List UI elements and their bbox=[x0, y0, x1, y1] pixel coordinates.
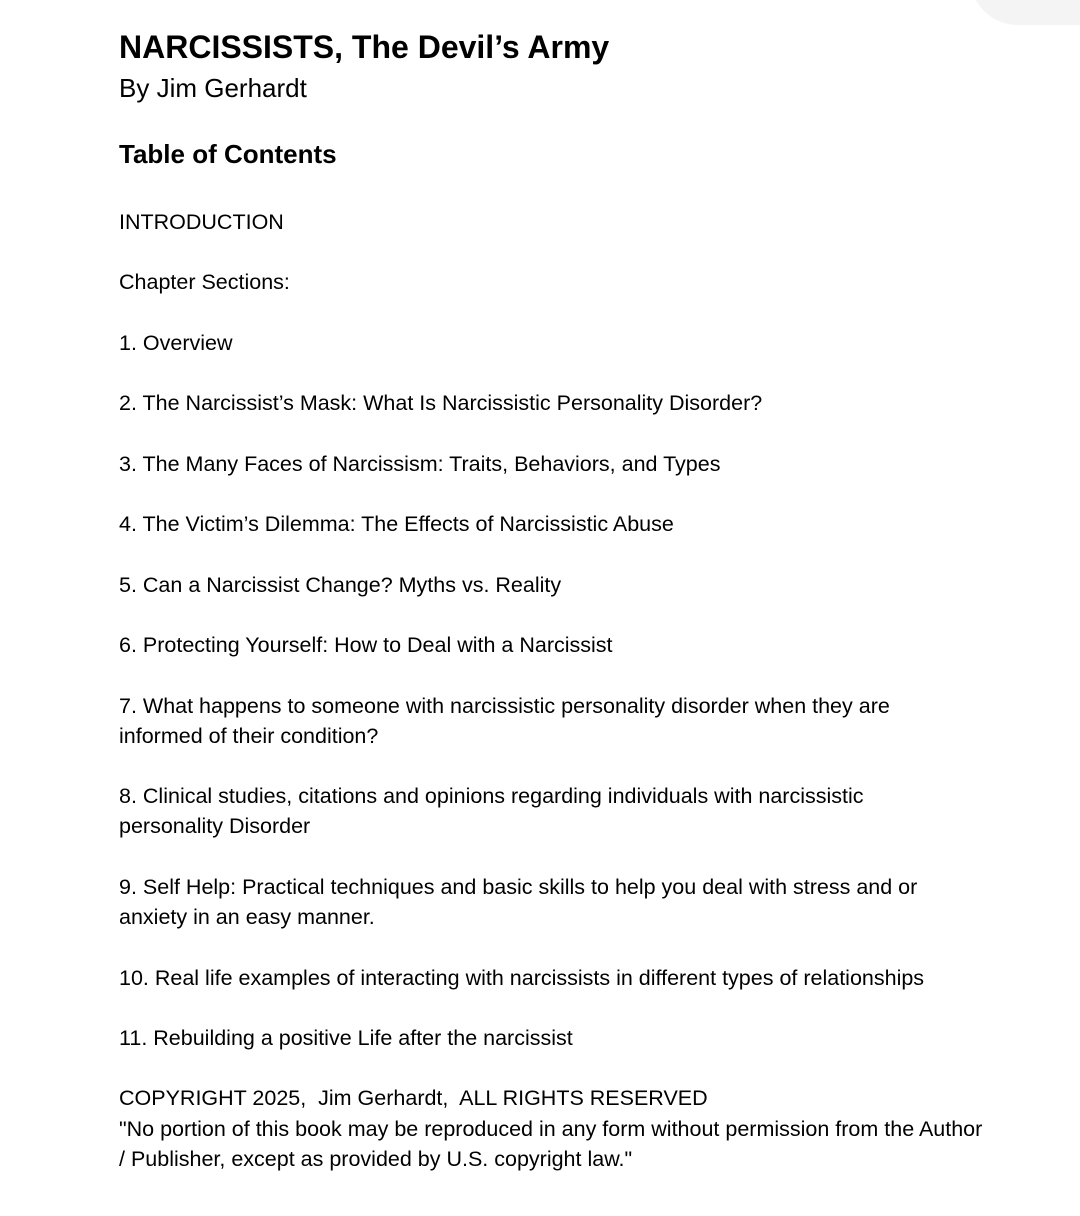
toc-chapter-7: 7. What happens to someone with narcissistic personality disorder when they are informed of their condition? bbox=[119, 694, 890, 748]
document-title: NARCISSISTS, The Devil’s Army bbox=[119, 29, 610, 65]
toc-chapter-3: 3. The Many Faces of Narcissism: Traits, Behaviors, and Types bbox=[119, 452, 721, 476]
document-author: By Jim Gerhardt bbox=[119, 73, 307, 103]
toc-introduction: INTRODUCTION bbox=[119, 210, 284, 234]
page-corner-shadow bbox=[970, 0, 1080, 25]
copyright-notice: "No portion of this book may be reproduced in any form without permission from the Author / Publisher, except as provided by U.S. copyright law." bbox=[119, 1117, 983, 1171]
toc-chapter-2: 2. The Narcissist’s Mask: What Is Narcissistic Personality Disorder? bbox=[119, 391, 763, 415]
toc-chapter-9: 9. Self Help: Practical techniques and basic skills to help you deal with stress and or anxiety in an easy manner. bbox=[119, 875, 918, 929]
toc-chapter-5: 5. Can a Narcissist Change? Myths vs. Reality bbox=[119, 573, 562, 597]
toc-chapter-4: 4. The Victim’s Dilemma: The Effects of Narcissistic Abuse bbox=[119, 512, 674, 536]
toc-chapter-1: 1. Overview bbox=[119, 331, 233, 355]
toc-chapter-11: 11. Rebuilding a positive Life after the narcissist bbox=[119, 1026, 573, 1050]
toc-chapter-8: 8. Clinical studies, citations and opinions regarding individuals with narcissistic personality Disorder bbox=[119, 784, 864, 838]
toc-chapter-10: 10. Real life examples of interacting with narcissists in different types of relationships bbox=[119, 966, 925, 990]
toc-chapter-6: 6. Protecting Yourself: How to Deal with a Narcissist bbox=[119, 633, 613, 657]
chapter-sections-label: Chapter Sections: bbox=[119, 270, 290, 294]
toc-heading: Table of Contents bbox=[119, 139, 337, 169]
copyright-line: COPYRIGHT 2025, Jim Gerhardt, ALL RIGHTS RESERVED bbox=[119, 1086, 708, 1110]
